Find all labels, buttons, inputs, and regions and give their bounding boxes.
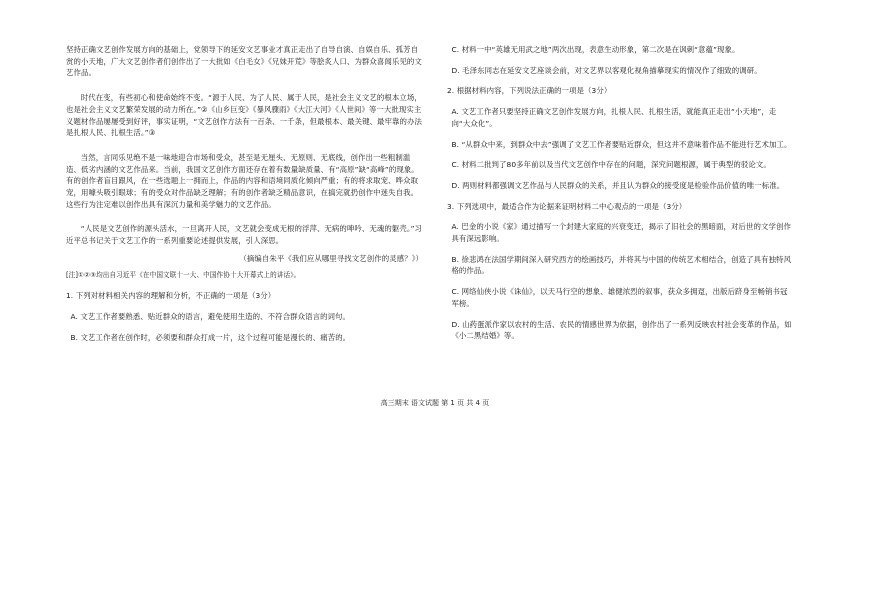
question-2-option-b: B. “从群众中来，到群众中去”强调了文艺工作者要贴近群众，但这并不意味着作品不能进行艺术加工。 xyxy=(451,139,792,149)
question-3-stem: 3. 下列选项中，最适合作为论据来证明材料二中心观点的一项是（3分） xyxy=(447,201,687,211)
question-2-option-a: A. 文艺工作者只要坚持正确文艺创作发展方向，扎根人民、扎根生活，就能真正走出“小天地”，走向“大众化”。 xyxy=(451,107,777,128)
passage-paragraph-1: 坚持正确文艺创作发展方向的基础上，党领导下的延安文艺事业才真正走出了自导自演、自娱自乐、孤芳自赏的小天地，广大文艺创作者们创作出了一大批如《白毛女》《兄妹开荒》等脍炙人口、为群众喜闻乐见的文艺作品。 xyxy=(66,45,422,78)
question-1-option-c: C. 材料一中“英雄无用武之地”两次出现，表意生动形象，第二次是在讽刺“意蕴”现象。 xyxy=(451,45,740,54)
right-column xyxy=(447,44,792,342)
passage-paragraph-3: 当然，言同乐见绝不是一味地迎合市场和受众，甚至是无厘头、无原则、无底线，创作出一些粗制滥造、低劣内涵的文艺作品来。当前，我国文艺创作方面还存在着有数量缺质量、有“高原”缺“高峰”的现象。有的创作者盲目跟风，在一些选题上一拥而上，作品的内容和语境同质化倾向严重；有的将求取宠、哗众取宠，用噱头吸引眼球；有的受众对作品缺乏理解；有的创作者缺乏精品意识，在搞完就扔创作中迷失自我。这些行为注定难以创作出具有深沉力量和美学魅力的文艺作品。 xyxy=(66,152,419,209)
question-3-option-b: B. 徐悲鸿在法国学期间深入研究西方的绘画技巧，并将其与中国的传统艺术相结合，创造了具有独特风格的作品。 xyxy=(451,254,792,276)
question-1-option-b: B. 文艺工作者在创作时，必须要和群众打成一片，这个过程可能是漫长的、痛苦的。 xyxy=(70,332,351,342)
page-footer: 高三期末 语文试题 第 1 页 共 4 页 xyxy=(380,399,490,407)
passage-paragraph-2: 时代在变，有些初心和使命始终不变。“源于人民、为了人民、属于人民，是社会主义文艺的根本立场，也是社会主义文艺繁荣发展的动力所在。”②《山乡巨变》《暴风骤雨》《大江大河》《人世间》等一大批现实主义题材作品屡屡受到好评，事实证明，“文艺创作方法有一百条、一千条，但最根本、最关键、最牢靠的办法是扎根人民、扎根生活。”③ xyxy=(66,93,422,138)
question-2-stem: 2. 根据材料内容，下列说法正确的一项是（3分） xyxy=(447,86,612,96)
question-1-option-a: A. 文艺工作者要熟悉、贴近群众的语言，避免使用生造的、不符合群众语言的词句。 xyxy=(70,311,351,321)
question-1-option-d: D. 毛泽东同志在延安文艺座谈会前，对文艺界以客观化视角描摹现实的情况作了细致的调研。 xyxy=(451,65,762,75)
question-3-option-a: A. 巴金的小说《家》通过描写一个封建大家庭的兴衰变迁，揭示了旧社会的黑暗面，对后世的文学创作具有深远影响。 xyxy=(451,222,791,244)
footnote: [注]①②③均出自习近平《在中国文联十一大、中国作协十大开幕式上的讲话》。 xyxy=(66,270,301,279)
left-column xyxy=(66,44,423,343)
question-3-option-c: C. 网络仙侠小说《诛仙》，以天马行空的想象、雄健浓烈的叙事，获众多拥趸，出版后跻身至畅销书冠军榜。 xyxy=(451,287,788,308)
question-3-option-d: D. 山药蛋派作家以农村的生活、农民的情感世界为依据，创作出了一系列反映农村社会变革的作品，如《小二黑结婚》等。 xyxy=(451,319,792,341)
question-2-option-c: C. 材料二批判了80多年前以及当代文艺创作中存在的问题，深究问题根源，属于典型的驳论文。 xyxy=(451,160,771,170)
question-2-option-d: D. 两则材料都强调文艺作品与人民群众的关系，并且认为群众的接受度是检验作品价值的唯一标准。 xyxy=(451,180,785,190)
passage-paragraph-4: “人民是文艺创作的源头活水，一旦离开人民，文艺就会变成无根的浮萍、无病的呻吟、无魂的躯壳。”习近平总书记关于文艺工作的一系列重要论述提供发展，引人深思。 xyxy=(66,224,423,246)
passage-source: （摘编自朱平《我们应从哪里寻找文艺创作的灵感？》） xyxy=(239,253,423,263)
question-1-stem: 1. 下列对材料相关内容的理解和分析，不正确的一项是（3分） xyxy=(66,291,276,301)
